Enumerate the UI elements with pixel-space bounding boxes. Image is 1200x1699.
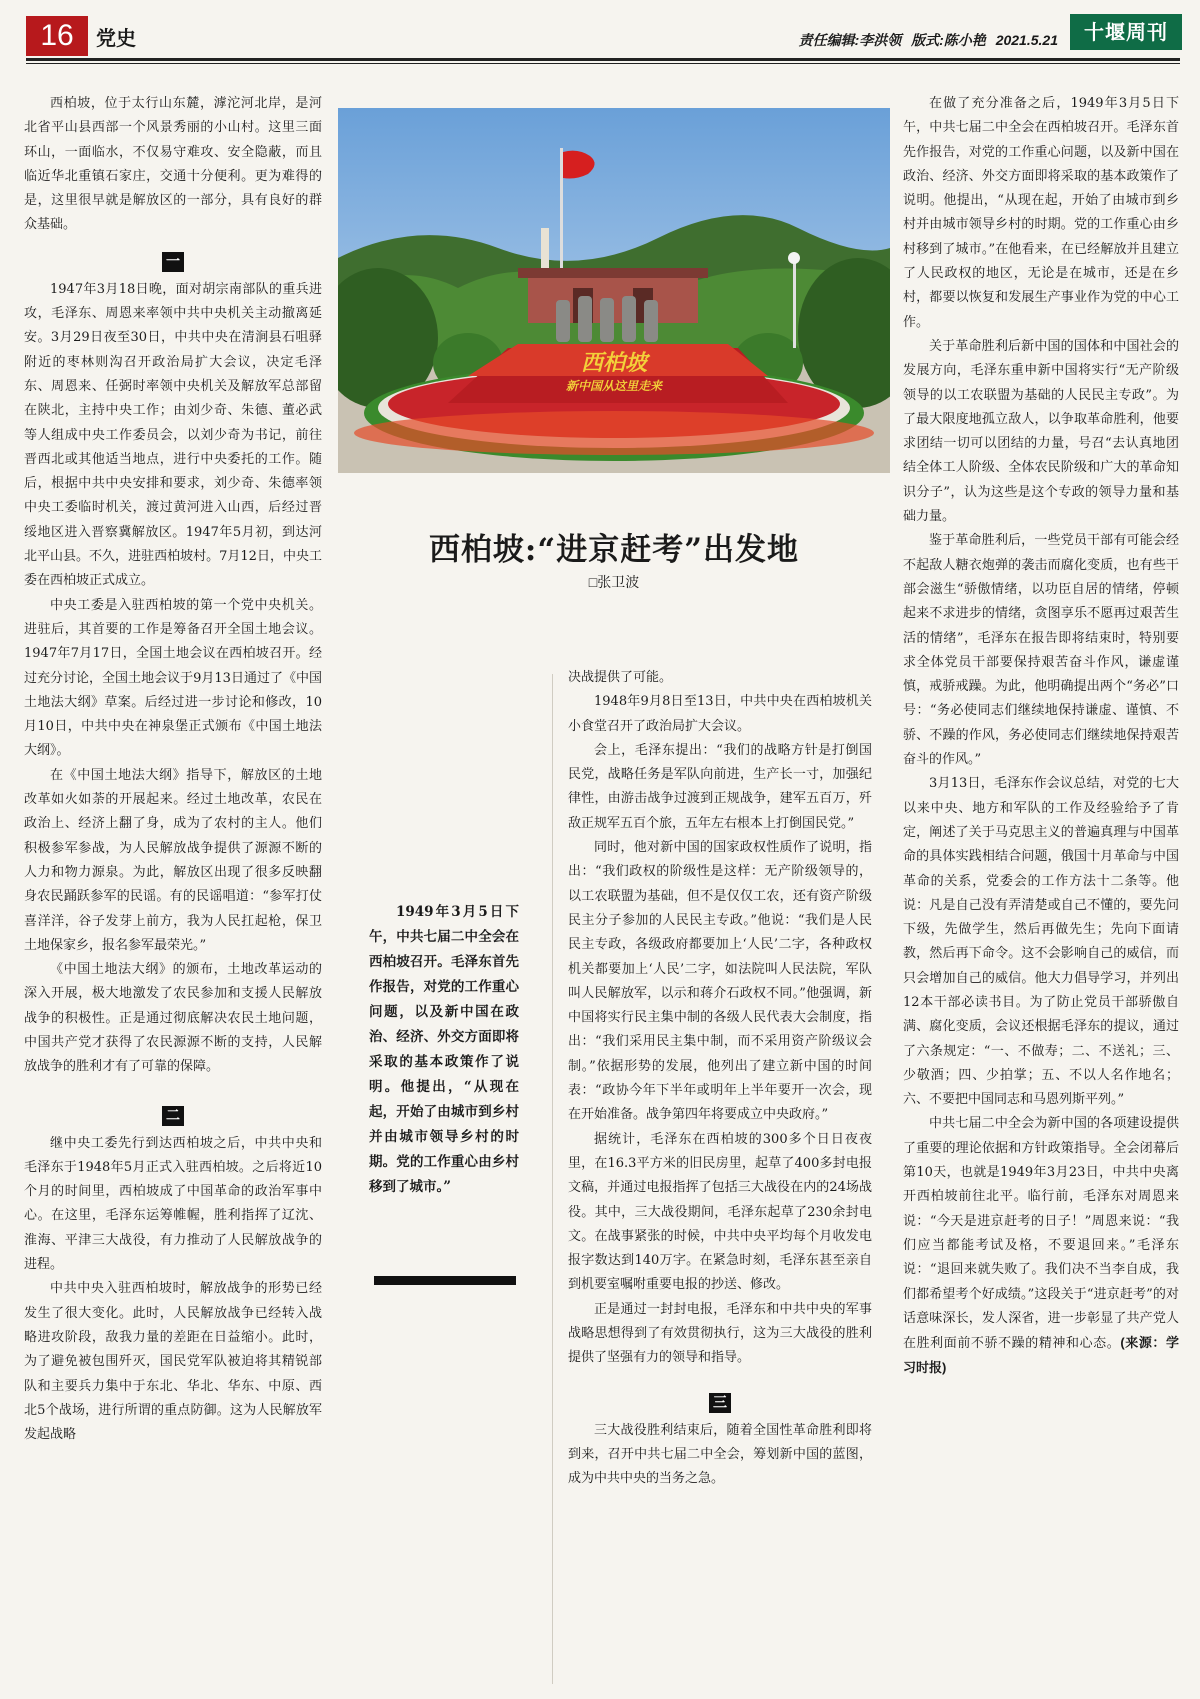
section-marker-2: 二 [162, 1106, 184, 1126]
flowerbed-subtitle: 新中国从这里走来 [565, 379, 663, 393]
paragraph [903, 1112, 1179, 1381]
column-right [903, 92, 1179, 1382]
article-photo [338, 108, 890, 473]
header-rule-thin [26, 63, 1180, 64]
pull-quote [369, 900, 519, 1200]
paragraph: 在做了充分准备之后，1949年3月5日下午，中共七届二中全会在西柏坡召开。毛泽东首先作报告，对党的工作重心问题，以及新中国在政治、经济、外交方面即将采取的基本政策作了说明。他提出，“从现在起，开始了由城市到乡村并由城市领导乡村的时期。党的工作重心由乡村移到了城市。”在他看来，在已经解放并且建立了人民政权的地区，无论是在城市，还是在乡村，都要以恢复和发展生产事业作为党的中心工作。 [903, 96, 1179, 330]
paragraph: 据统计，毛泽东在西柏坡的300多个日日夜夜里，在16.3平方米的旧民房里，起草了400多封电报文稿，并通过电报指挥了包括三大战役在内的24场战役。其中，三大战役期间，毛泽东起草了230余封电文。在战事紧张的时候，中共中央平均每个月收发电报字数达到140万字。在紧急时刻，毛泽东甚至亲自到机要室嘱咐重要电报的抄送、修改。 [568, 1131, 872, 1293]
paragraph: 中央工委是入驻西柏坡的第一个党中央机关。进驻后，其首要的工作是筹备召开全国土地会议。1947年7月17日，全国土地会议在西柏坡召开。经过充分讨论，全国土地会议于9月13日通过了《中国土地法大纲》草案。后经过进一步讨论和修改，10月10日，中共中央在神泉堡正式颁布《中国土地法大纲》。 [24, 597, 322, 759]
article-source: (来源：学习时报) [903, 1335, 1179, 1376]
paragraph: 同时，他对新中国的国家政权性质作了说明，指出：“我们政权的阶级性是这样：无产阶级领导的，以工农联盟为基础，但不是仅仅工农，还有资产阶级民主分子参加的人民民主专政。”他说：“我们是人民民主专政，各级政府都要加上‘人民’二字，各种政权机关都要加上‘人民’二字，如法院叫人民法院，军队叫人民解放军，以示和蒋介石政权不同。”他强调，新中国将实行民主集中制的各级人民代表大会制度，指出：“我们采用民主集中制，而不采用资产阶级议会制。”依据形势的发展，他列出了建立新中国的时间表：“政协今年下半年或明年上半年要开一次会，现在开始准备。战争第四年将要成立中央政府。” [568, 840, 872, 1123]
section-marker-3: 三 [709, 1393, 731, 1413]
issue-date: 2021.5.21 [995, 32, 1058, 48]
paragraph: 决战提供了可能。 [568, 670, 673, 685]
paragraph: 1948年9月8日至13日，中共中央在西柏坡机关小食堂召开了政治局扩大会议。 [568, 694, 872, 734]
paragraph: 会上，毛泽东提出：“我们的战略方针是打倒国民党，战略任务是军队向前进，生产长一寸，加强纪律性，由游击战争过渡到正规战争，建军五百万，歼敌正规军五百个旅，五年左右根本上打倒国民党。” [568, 742, 872, 831]
column-divider [552, 674, 553, 1684]
paragraph: 正是通过一封封电报，毛泽东和中共中央的军事战略思想得到了有效贯彻执行，这为三大战役的胜利提供了坚强有力的领导和指导。 [568, 1301, 872, 1366]
page-number: 16 [26, 16, 88, 56]
editor-credits [793, 30, 1058, 50]
section-marker-1: 一 [162, 252, 184, 272]
paragraph-text: 中共七届二中全会为新中国的各项建设提供了重要的理论依据和方针政策指导。全会闭幕后第10天，也就是1949年3月23日，中共中央离开西柏坡前往北平。临行前，毛泽东对周恩来说：“今天是进京赶考的日子！”周恩来说：“我们应当都能考试及格，不要退回来。”毛泽东说：“退回来就失败了。我们决不当李自成，我们都希望考个好成绩。”这段关于“进京赶考”的对话意味深长，发人深省，进一步彰显了共产党人在胜利面前不骄不躁的精神和心态。 [903, 1116, 1179, 1352]
paragraph: 中共中央入驻西柏坡时，解放战争的形势已经发生了很大变化。此时，人民解放战争已经转入战略进攻阶段，敌我力量的差距在日益缩小。此时，为了避免被包围歼灭，国民党军队被迫将其精锐部队和主要兵力集中于东北、华北、华东、中原、西北5个战场，进行所谓的重点防御。这为人民解放军发起战略 [24, 1281, 322, 1443]
paragraph: 3月13日，毛泽东作会议总结，对党的七大以来中央、地方和军队的工作及经验给予了肯定，阐述了关于马克思主义的普遍真理与中国革命的具体实践相结合问题，俄国十月革命与中国革命的关系，党委会的工作方法十二条等。他说：凡是自己没有弄清楚或自己不懂的，要先问下级，先做学生，然后再做先生；先向下面请教，然后再下命令。这不会影响自己的威信，而只会增加自己的威信。他大力倡导学习，并列出12本干部必读书目。为了防止党员干部骄傲自满、腐化变质，会议还根据毛泽东的提议，通过了六条规定：“一、不做寿；二、不送礼；三、少敬酒；四、少拍掌；五、不以人名作地名；六、不要把中国同志和马恩列斯平列。” [903, 776, 1179, 1108]
pull-quote-text: 1949年3月5日下午，中共七届二中全会在西柏坡召开。毛泽东首先作报告，对党的工作重心问题，以及新中国在政治、经济、外交方面即将采取的基本政策作了说明。他提出，“从现在起，开始了由城市到乡村并由城市领导乡村的时期。党的工作重心由乡村移到了城市。” [369, 904, 519, 1195]
header-rule [26, 58, 1180, 61]
masthead-logo: 十堰周刊 [1070, 14, 1182, 50]
paragraph: 三大战役胜利结束后，随着全国性革命胜利即将到来，召开中共七届二中全会，筹划新中国的蓝图，成为中共中央的当务之急。 [568, 1422, 872, 1487]
paragraph: 继中央工委先行到达西柏坡之后，中共中央和毛泽东于1948年5月正式入驻西柏坡。之后将近10个月的时间里，西柏坡成了中国革命的政治军事中心。在这里，毛泽东运筹帷幄，胜利指挥了辽沈、淮海、平津三大战役，有力推动了人民解放战争的进程。 [24, 1135, 322, 1273]
paragraph: 鉴于革命胜利后，一些党员干部有可能会经不起敌人糖衣炮弹的袭击而腐化变质，也有些干部会滋生“骄傲情绪，以功臣自居的情绪，停顿起来不求进步的情绪，贪图享乐不愿再过艰苦生活的情绪”，毛泽东在报告即将结束时，特别要求全体党员干部要保持艰苦奋斗作风，谦虚谨慎，戒骄戒躁。为此，他明确提出两个“务必”口号：“务必使同志们继续地保持谦虚、谨慎、不骄、不躁的作风，务必使同志们继续地保持艰苦奋斗的作风。” [903, 533, 1179, 768]
column-middle [568, 666, 872, 1492]
pull-quote-bar [374, 1276, 516, 1285]
article-title: 西柏坡:“进京赶考”出发地 [428, 532, 800, 568]
section-title: 党史 [96, 28, 136, 50]
layout-credit: 版式:陈小艳 [911, 32, 986, 48]
paragraph: 西柏坡，位于太行山东麓，滹沱河北岸，是河北省平山县西部一个风景秀丽的小山村。这里三面环山，一面临水，不仅易守难攻、安全隐蔽，而且临近华北重镇石家庄，交通十分便利。更为难得的是，这里很早就是解放区的一部分，具有良好的群众基础。 [24, 96, 322, 233]
page-header [0, 0, 1200, 56]
column-left [24, 92, 322, 1447]
article-byline: □张卫波 [588, 574, 640, 590]
paragraph: 《中国土地法大纲》的颁布，土地改革运动的深入开展，极大地激发了农民参加和支援人民解放战争的积极性。正是通过彻底解决农民土地问题，中国共产党才获得了农民源源不断的支持，人民解放战争的胜利才有了可靠的保障。 [24, 962, 322, 1075]
editor-name: 责任编辑:李洪领 [798, 32, 902, 48]
paragraph: 1947年3月18日晚，面对胡宗南部队的重兵进攻，毛泽东、周恩来率领中共中央机关主动撤离延安。3月29日夜至30日，中共中央在清涧县石咀驿附近的枣林则沟召开政治局扩大会议，决定毛泽东、周恩来、任弼时率领中央机关及解放军总部留在陕北，主持中央工作；由刘少奇、朱德、董必武等人组成中央工作委员会，以刘少奇为书记，前往晋西北或其他适当地点，进行中央委托的工作。随后，根据中共中央安排和要求，刘少奇、朱德率领中央工委临时机关，渡过黄河进入山西，后经过晋绥地区进入晋察冀解放区。1947年5月初，到达河北平山县。不久，进驻西柏坡村。7月12日，中央工委在西柏坡正式成立。 [24, 281, 322, 589]
paragraph: 在《中国土地法大纲》指导下，解放区的土地改革如火如荼的开展起来。经过土地改革，农民在政治上、经济上翻了身，成为了农村的主人。他们积极参军参战，为人民解放战争提供了源源不断的人力和物力源泉。为此，解放区出现了很多反映翻身农民踊跃参军的民谣。有的民谣唱道：“参军打仗喜洋洋，谷子发芽上前方，我为人民扛起枪，保卫土地保家乡，报名参军最荣光。” [24, 767, 322, 953]
photo-illustration [338, 108, 890, 473]
flowerbed-title: 西柏坡 [580, 350, 648, 376]
paragraph: 关于革命胜利后新中国的国体和中国社会的发展方向，毛泽东重申新中国将实行“无产阶级领导的以工农联盟为基础的人民民主专政”。为了最大限度地孤立敌人，以争取革命胜利，他要求团结一切可以团结的力量，号召“去认真地团结全体工人阶级、全体农民阶级和广大的革命知识分子”，认为这些是这个专政的领导力量和基础力量。 [903, 338, 1179, 525]
